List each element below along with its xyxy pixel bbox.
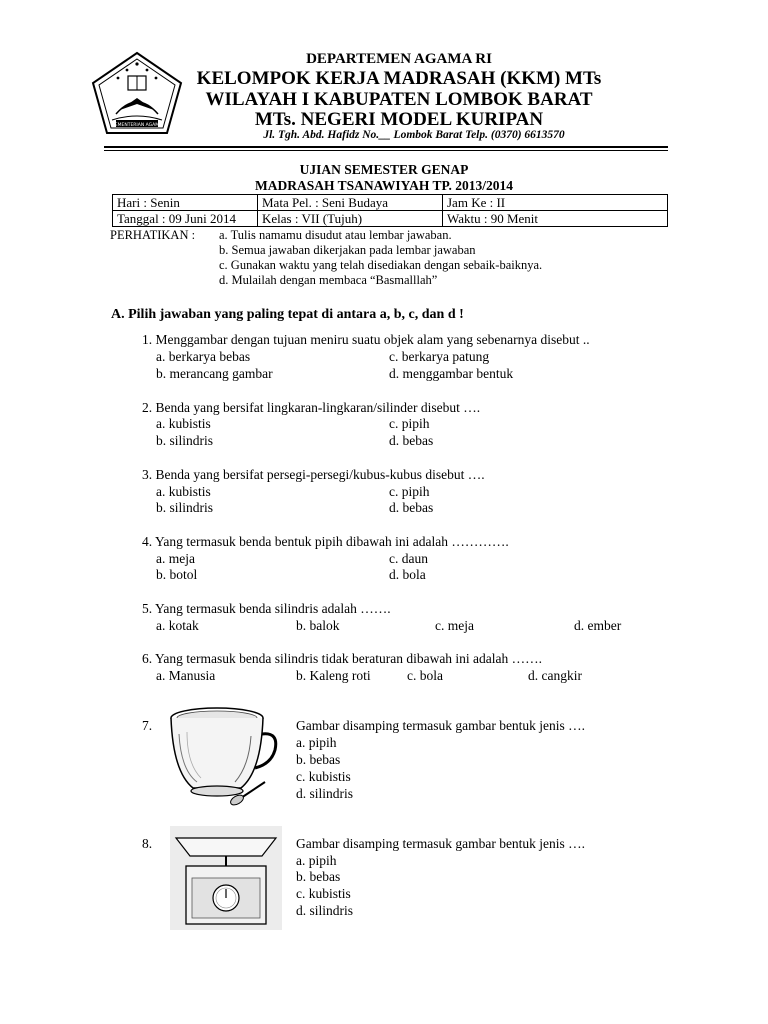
question-3-option: d. bebas: [389, 500, 434, 515]
header-line-1: DEPARTEMEN AGAMA RI: [306, 51, 492, 67]
question-6-option: c. bola: [407, 668, 443, 683]
question-7-option: c. kubistis: [296, 769, 351, 784]
header-address: Jl. Tgh. Abd. Hafidz No.__ Lombok Barat Telp. (0370) 6613570: [263, 129, 565, 141]
header-divider-thin: [104, 150, 668, 151]
question-3-option: b. silindris: [156, 500, 214, 515]
question-5-text: 5. Yang termasuk benda silindris adalah …….: [142, 601, 391, 616]
header-line-3: WILAYAH I KABUPATEN LOMBOK BARAT: [205, 89, 593, 110]
question-4-option: a. meja: [156, 551, 195, 566]
info-day: Hari : Senin: [113, 195, 258, 211]
note-item: d. Mulailah dengan membaca “Basmalllah”: [219, 273, 438, 287]
question-6-option: d. cangkir: [528, 668, 582, 683]
note-item: a. Tulis namamu disudut atau lembar jawaban.: [219, 228, 452, 242]
question-4-option: d. bola: [389, 567, 426, 582]
note-item: c. Gunakan waktu yang telah disediakan dengan sebaik-baiknya.: [219, 258, 543, 272]
info-session: Jam Ke : II: [443, 195, 668, 211]
scale-illustration: [170, 826, 282, 930]
question-8-text: Gambar disamping termasuk gambar bentuk jenis ….: [296, 836, 586, 851]
question-5-option: c. meja: [435, 618, 474, 633]
info-class: Kelas : VII (Tujuh): [258, 211, 443, 227]
question-5-option: d. ember: [574, 618, 622, 633]
question-1-option: d. menggambar bentuk: [389, 366, 514, 381]
question-2-option: a. kubistis: [156, 416, 211, 431]
question-3-text: 3. Benda yang bersifat persegi-persegi/kubus-kubus disebut ….: [142, 467, 485, 482]
question-4-text: 4. Yang termasuk benda bentuk pipih dibawah ini adalah ………….: [142, 534, 509, 549]
info-duration: Waktu : 90 Menit: [443, 211, 668, 227]
header-line-2: KELOMPOK KERJA MADRASAH (KKM) MTs: [196, 68, 602, 89]
question-1-option: c. berkarya patung: [389, 349, 490, 364]
question-1-option: b. merancang gambar: [156, 366, 273, 381]
question-7-text: Gambar disamping termasuk gambar bentuk jenis ….: [296, 718, 586, 733]
question-1-text: 1. Menggambar dengan tujuan meniru suatu objek alam yang sebenarnya disebut ..: [142, 332, 590, 347]
question-3-option: a. kubistis: [156, 484, 211, 499]
question-7-option: d. silindris: [296, 786, 354, 801]
question-1-option: a. berkarya bebas: [156, 349, 251, 364]
question-8-option: a. pipih: [296, 853, 337, 868]
section-heading: A. Pilih jawaban yang paling tepat di antara a, b, c, dan d !: [111, 307, 464, 322]
header-line-4: MTs. NEGERI MODEL KURIPAN: [254, 109, 544, 130]
exam-title: UJIAN SEMESTER GENAP: [299, 162, 469, 177]
exam-subtitle: MADRASAH TSANAWIYAH TP. 2013/2014: [254, 178, 514, 193]
question-8-option: c. kubistis: [296, 886, 351, 901]
question-6-text: 6. Yang termasuk benda silindris tidak beraturan dibawah ini adalah …….: [142, 651, 543, 666]
question-3-option: c. pipih: [389, 484, 430, 499]
question-4-option: c. daun: [389, 551, 428, 566]
exam-info-table: [112, 194, 668, 227]
question-8-option: b. bebas: [296, 869, 341, 884]
question-2-option: c. pipih: [389, 416, 430, 431]
question-6-option: a. Manusia: [156, 668, 216, 683]
question-7-option: b. bebas: [296, 752, 341, 767]
question-2-option: d. bebas: [389, 433, 434, 448]
notes-label: PERHATIKAN :: [110, 228, 196, 242]
question-4-option: b. botol: [156, 567, 198, 582]
question-5-option: a. kotak: [156, 618, 199, 633]
question-2-text: 2. Benda yang bersifat lingkaran-lingkaran/silinder disebut ….: [142, 400, 481, 415]
question-5-option: b. balok: [296, 618, 340, 633]
question-8-option: d. silindris: [296, 903, 354, 918]
info-row: [113, 195, 668, 211]
info-subject: Mata Pel. : Seni Budaya: [258, 195, 443, 211]
info-row: [113, 211, 668, 227]
note-item: b. Semua jawaban dikerjakan pada lembar jawaban: [219, 243, 476, 257]
question-8-number: 8.: [142, 836, 153, 851]
cup-illustration: [165, 704, 280, 808]
logo-label: KEMENTERIAN AGAMA: [111, 123, 163, 128]
info-date: Tanggal : 09 Juni 2014: [113, 211, 258, 227]
question-7-option: a. pipih: [296, 735, 337, 750]
question-2-option: b. silindris: [156, 433, 214, 448]
question-7-number: 7.: [142, 718, 153, 733]
header-divider-thick: [104, 146, 668, 148]
question-6-option: b. Kaleng roti: [296, 668, 371, 683]
